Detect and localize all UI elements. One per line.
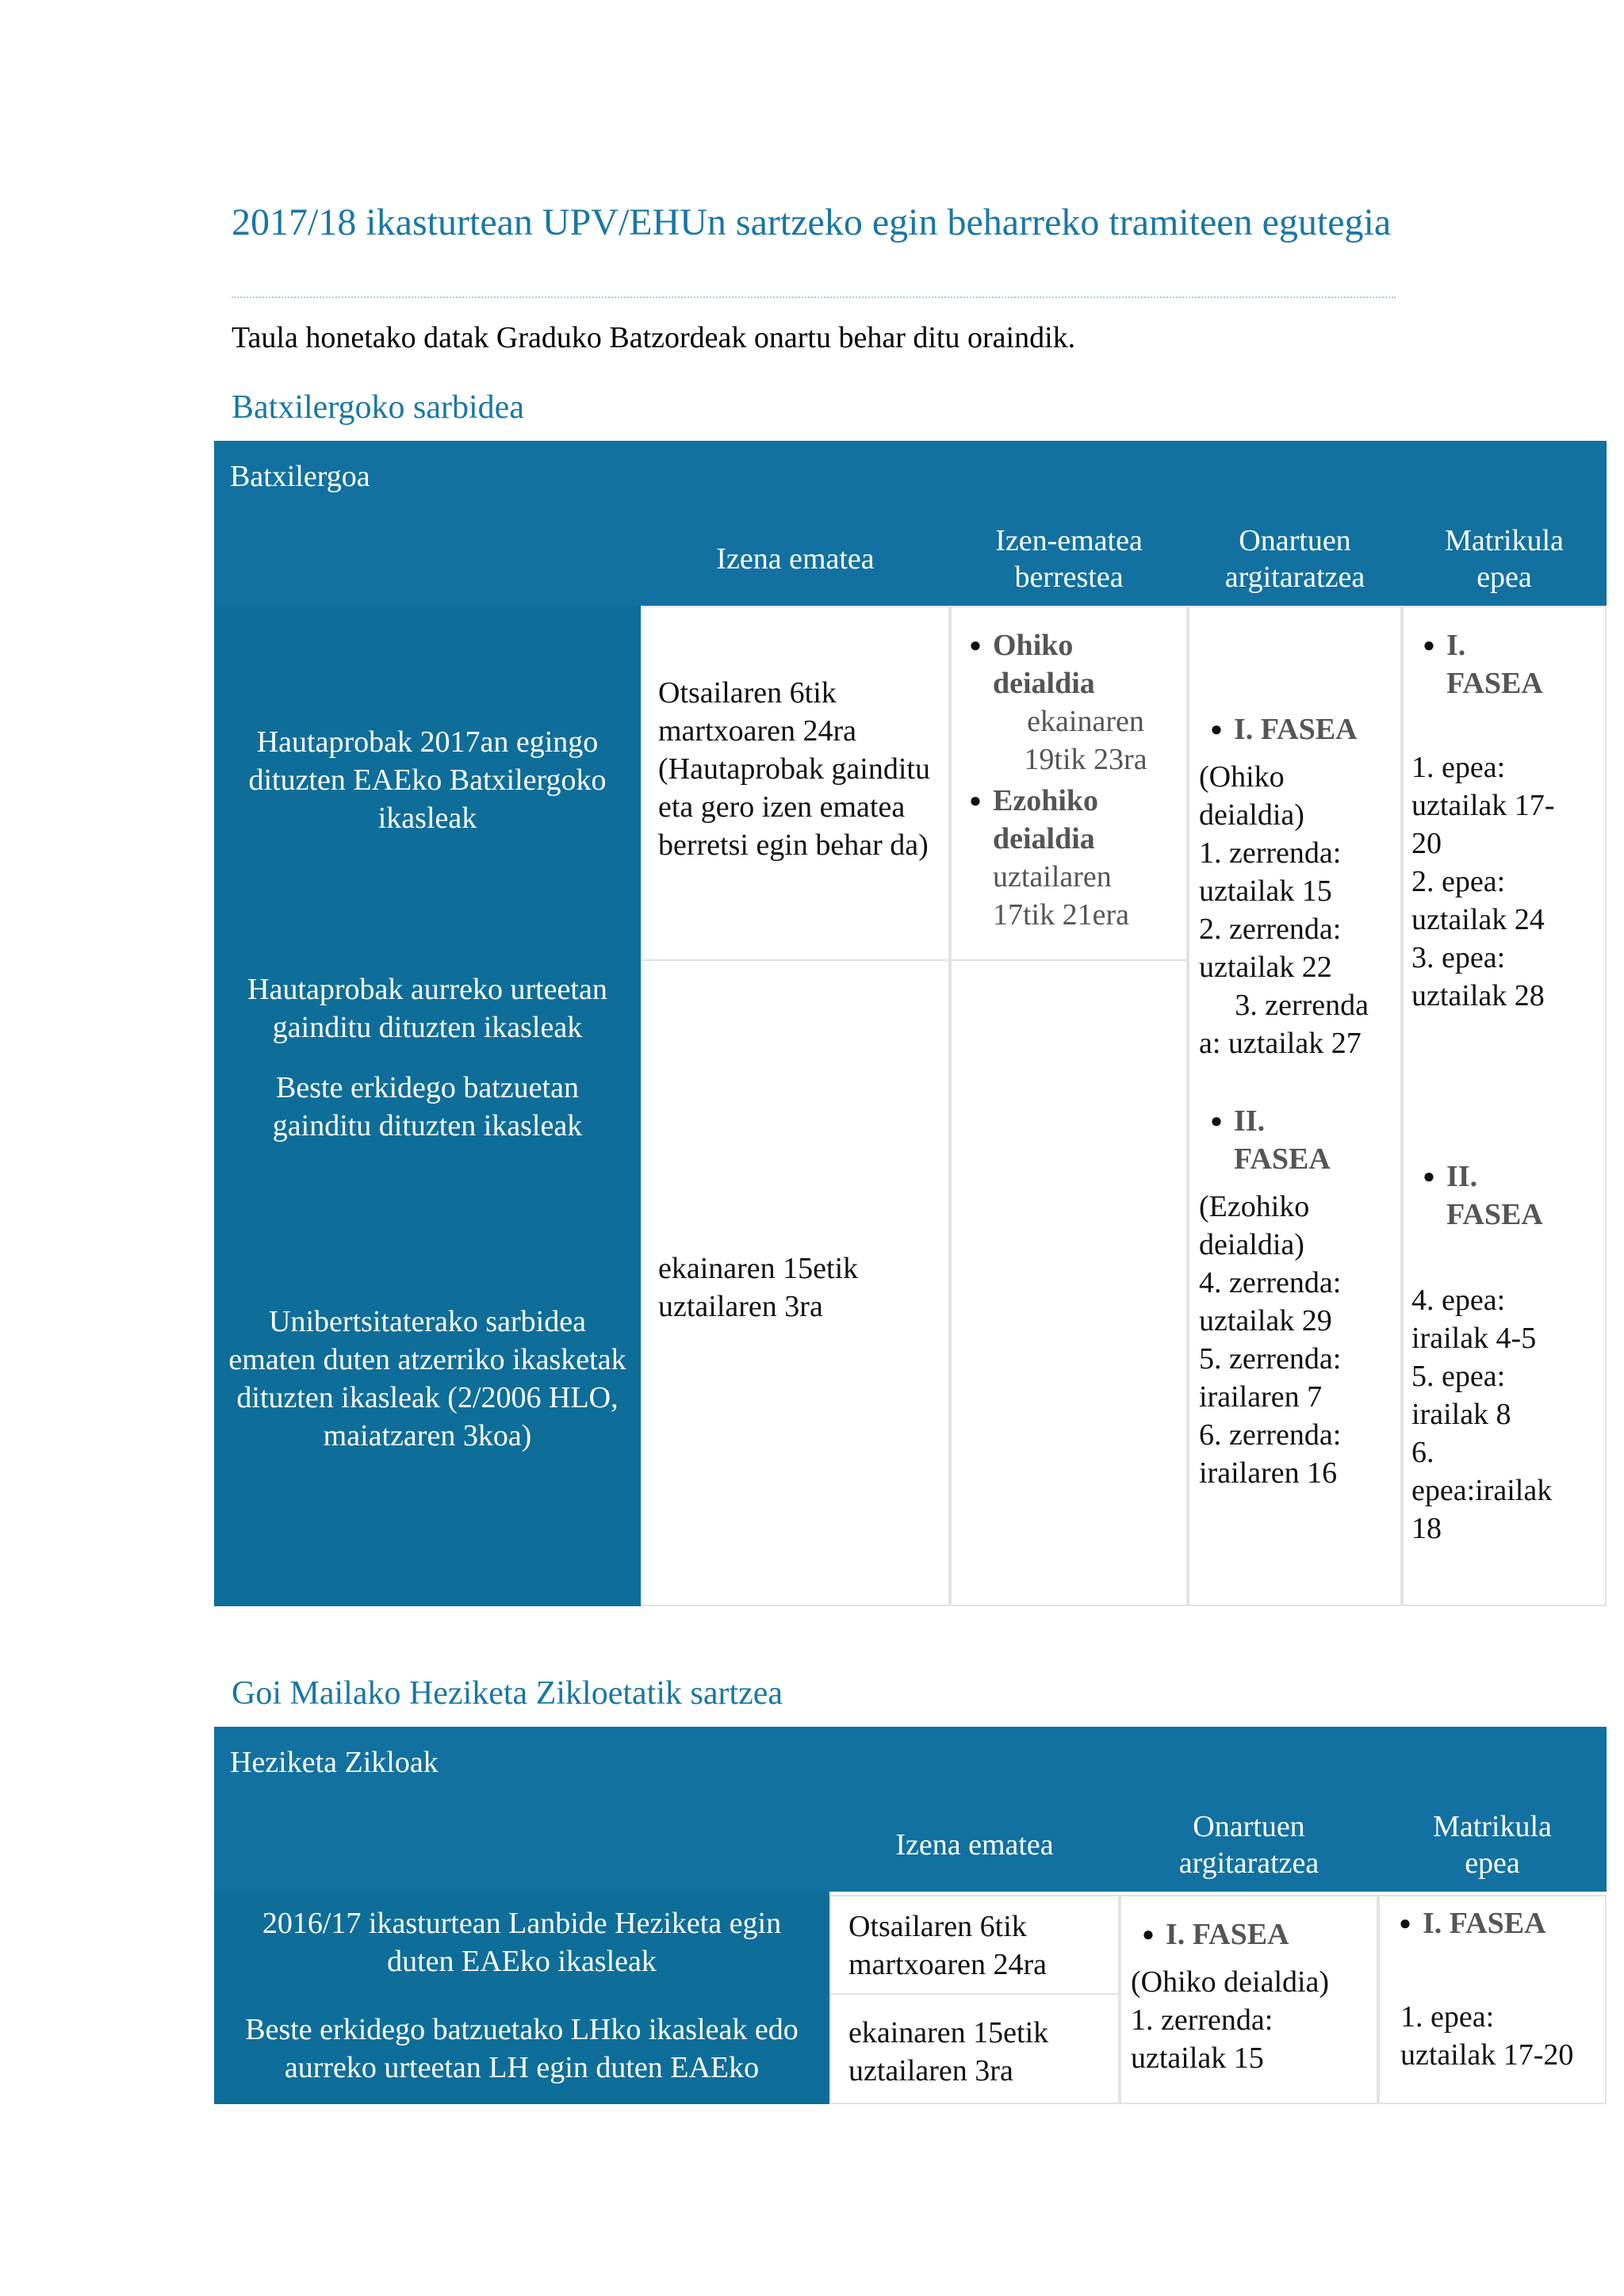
list-item	[958, 626, 1178, 779]
onartuen-line: uztailak 15	[1199, 874, 1332, 908]
cell-matrikula	[1378, 1895, 1607, 2104]
cell-berrestea	[950, 606, 1188, 961]
table-band-heziketa: Heziketa Zikloak	[214, 1727, 1607, 1798]
onartuen-fase1: I. FASEA	[1234, 713, 1358, 746]
cell-izena-2: ekainaren 15etik uztailaren 3ra	[641, 959, 950, 1606]
row-head-atzerriko: Unibertsitaterako sarbidea ematen duten atzerriko ikasketak dituzten ikasleak (2/2006 HLO, maiatzaren 3koa)	[214, 1151, 641, 1606]
matrikula-line: uztailak 28	[1411, 979, 1545, 1012]
matrikula-line: 1. epea:	[1411, 751, 1506, 784]
cell-izena-1: Otsailaren 6tik martxoaren 24ra (Hautaprobak gainditu eta gero izen ematea berretsi egin behar da)	[641, 606, 950, 961]
bullet-icon: ●	[1399, 1911, 1411, 1934]
cell-matrikula	[1402, 606, 1607, 1606]
onartuen-line: uztailak 22	[1199, 951, 1332, 984]
matrikula-line: irailak 4-5	[1411, 1322, 1537, 1355]
onartuen-line: 4. zerrenda:	[1199, 1266, 1342, 1299]
header-empty	[214, 512, 641, 606]
matrikula-line: 3. epea:	[1411, 941, 1506, 974]
cell-izena-1: Otsailaren 6tik martxoaren 24ra	[829, 1895, 1120, 1995]
matrikula-fase1: I. FASEA	[1423, 1907, 1546, 1940]
onartuen-fase1-sub: (Ohiko deialdia)	[1131, 1965, 1330, 1999]
header-onartuen	[1120, 1798, 1378, 1892]
matrikula-fase2-list	[1411, 1281, 1570, 1548]
onartuen-line: uztailak 29	[1199, 1304, 1332, 1337]
header-onartuen	[1188, 512, 1402, 606]
onartuen-line: irailaren 16	[1199, 1456, 1338, 1490]
header-matrikula-line1: Matrikula	[1433, 1810, 1552, 1843]
list-item	[958, 782, 1178, 934]
onartuen-line: 2. zerrenda:	[1199, 913, 1342, 946]
onartuen-line: a: uztailak 27	[1199, 1027, 1362, 1060]
list-item	[1199, 1102, 1392, 1178]
header-empty	[214, 1798, 829, 1892]
matrikula-line: 6. epea:irailak 18	[1411, 1436, 1553, 1545]
ohiko-dates: ekainaren 19tik 23ra	[1024, 705, 1147, 776]
header-matrikula-line1: Matrikula	[1445, 524, 1564, 557]
header-matrikula-line2: epea	[1477, 561, 1532, 594]
matrikula-line: 2. epea:	[1411, 865, 1506, 898]
section-heading-batxilergoa: Batxilergoko sarbidea	[232, 389, 524, 426]
row-head-beste-erkidego-lh: Beste erkidego batzuetako LHko ikasleak edo aurreko urteetan LH egin duten EAEko	[214, 1993, 829, 2104]
matrikula-line: 4. epea:	[1411, 1284, 1506, 1317]
ezohiko-label: Ezohiko deialdia	[993, 784, 1099, 855]
bullet-icon: ●	[969, 633, 982, 656]
matrikula-fase1-list	[1411, 748, 1578, 1015]
onartuen-line: 6. zerrenda:	[1199, 1418, 1342, 1452]
onartuen-line: 3. zerrenda	[1235, 989, 1369, 1022]
row-head-hautaprobak-2017: Hautaprobak 2017an egingo dituzten EAEko Batxilergoko ikasleak	[214, 606, 641, 955]
table-band-batxilergoa: Batxilergoa	[214, 441, 1607, 512]
list-item	[1131, 1915, 1369, 1954]
onartuen-line: 5. zerrenda:	[1199, 1342, 1342, 1376]
matrikula-line: uztailak 17-20	[1411, 789, 1555, 860]
list-item	[1411, 1158, 1597, 1234]
row-head-lh-eaeko: 2016/17 ikasturtean Lanbide Heziketa egin duten EAEko ikasleak	[214, 1892, 829, 1993]
header-matrikula	[1378, 1798, 1607, 1892]
matrikula-line: 5. epea:	[1411, 1360, 1506, 1393]
bullet-icon: ●	[1423, 1165, 1435, 1188]
note-text: Taula honetako datak Graduko Batzordeak onartu behar ditu oraindik.	[232, 321, 1076, 354]
header-izena-ematea: Izena ematea	[641, 512, 950, 606]
bullet-icon: ●	[1142, 1923, 1155, 1946]
matrikula-line: irailak 8	[1411, 1398, 1511, 1431]
bullet-icon: ●	[1210, 1109, 1223, 1132]
header-izena-ematea: Izena ematea	[829, 1798, 1120, 1892]
cell-onartuen	[1120, 1895, 1378, 2104]
row-head-beste-erkidego: Beste erkidego batzuetan gainditu dituzten ikasleak	[214, 1062, 641, 1151]
list-item	[1199, 710, 1392, 748]
cell-onartuen	[1188, 606, 1402, 1606]
bullet-icon: ●	[1423, 633, 1435, 656]
section-heading-heziketa: Goi Mailako Heziketa Zikloetatik sartzea	[232, 1675, 783, 1712]
onartuen-line: 1. zerrenda:	[1199, 836, 1342, 870]
title-divider	[232, 297, 1396, 298]
onartuen-line: uztailak 15	[1131, 2042, 1264, 2075]
onartuen-fase1: I. FASEA	[1166, 1918, 1289, 1951]
header-onartuen-line1: Onartuen	[1239, 524, 1351, 557]
cell-berrestea-empty	[950, 959, 1188, 1606]
list-item	[1388, 1904, 1597, 1942]
header-berrestea	[950, 512, 1188, 606]
list-item	[1411, 626, 1597, 702]
onartuen-fase2-sub: (Ezohiko deialdia)	[1199, 1190, 1310, 1261]
onartuen-fase1-sub: (Ohiko deialdia)	[1199, 760, 1304, 832]
matrikula-line: uztailak 17-20	[1400, 2038, 1574, 2072]
matrikula-line: 1. epea:	[1400, 2000, 1495, 2034]
header-onartuen-line2: argitaratzea	[1224, 561, 1365, 594]
header-matrikula-line2: epea	[1465, 1846, 1520, 1880]
matrikula-fase1: I. FASEA	[1446, 629, 1543, 700]
header-matrikula	[1402, 512, 1607, 606]
onartuen-line: irailaren 7	[1199, 1380, 1323, 1414]
onartuen-line: 1. zerrenda:	[1131, 2003, 1274, 2037]
matrikula-fase2: II. FASEA	[1446, 1160, 1543, 1231]
matrikula-line: uztailak 24	[1411, 903, 1545, 936]
row-head-aurreko-urteetan: Hautaprobak aurreko urteetan gainditu dituzten ikasleak	[214, 955, 641, 1062]
bullet-icon: ●	[969, 789, 982, 812]
ohiko-label: Ohiko deialdia	[993, 629, 1095, 700]
ezohiko-dates: uztailaren 17tik 21era	[993, 860, 1130, 932]
header-berrestea-line2: berrestea	[1014, 561, 1124, 594]
onartuen-fase2: II. FASEA	[1234, 1104, 1331, 1176]
matrikula-fase1-list	[1388, 1998, 1597, 2074]
page-title: 2017/18 ikasturtean UPV/EHUn sartzeko egin beharreko tramiteen egutegia	[232, 201, 1392, 243]
header-onartuen-line1: Onartuen	[1193, 1810, 1305, 1843]
cell-izena-2: ekainaren 15etik uztailaren 3ra	[829, 1993, 1120, 2104]
bullet-icon: ●	[1210, 718, 1223, 740]
header-berrestea-line1: Izen-ematea	[995, 524, 1143, 557]
header-onartuen-line2: argitaratzea	[1178, 1846, 1320, 1880]
